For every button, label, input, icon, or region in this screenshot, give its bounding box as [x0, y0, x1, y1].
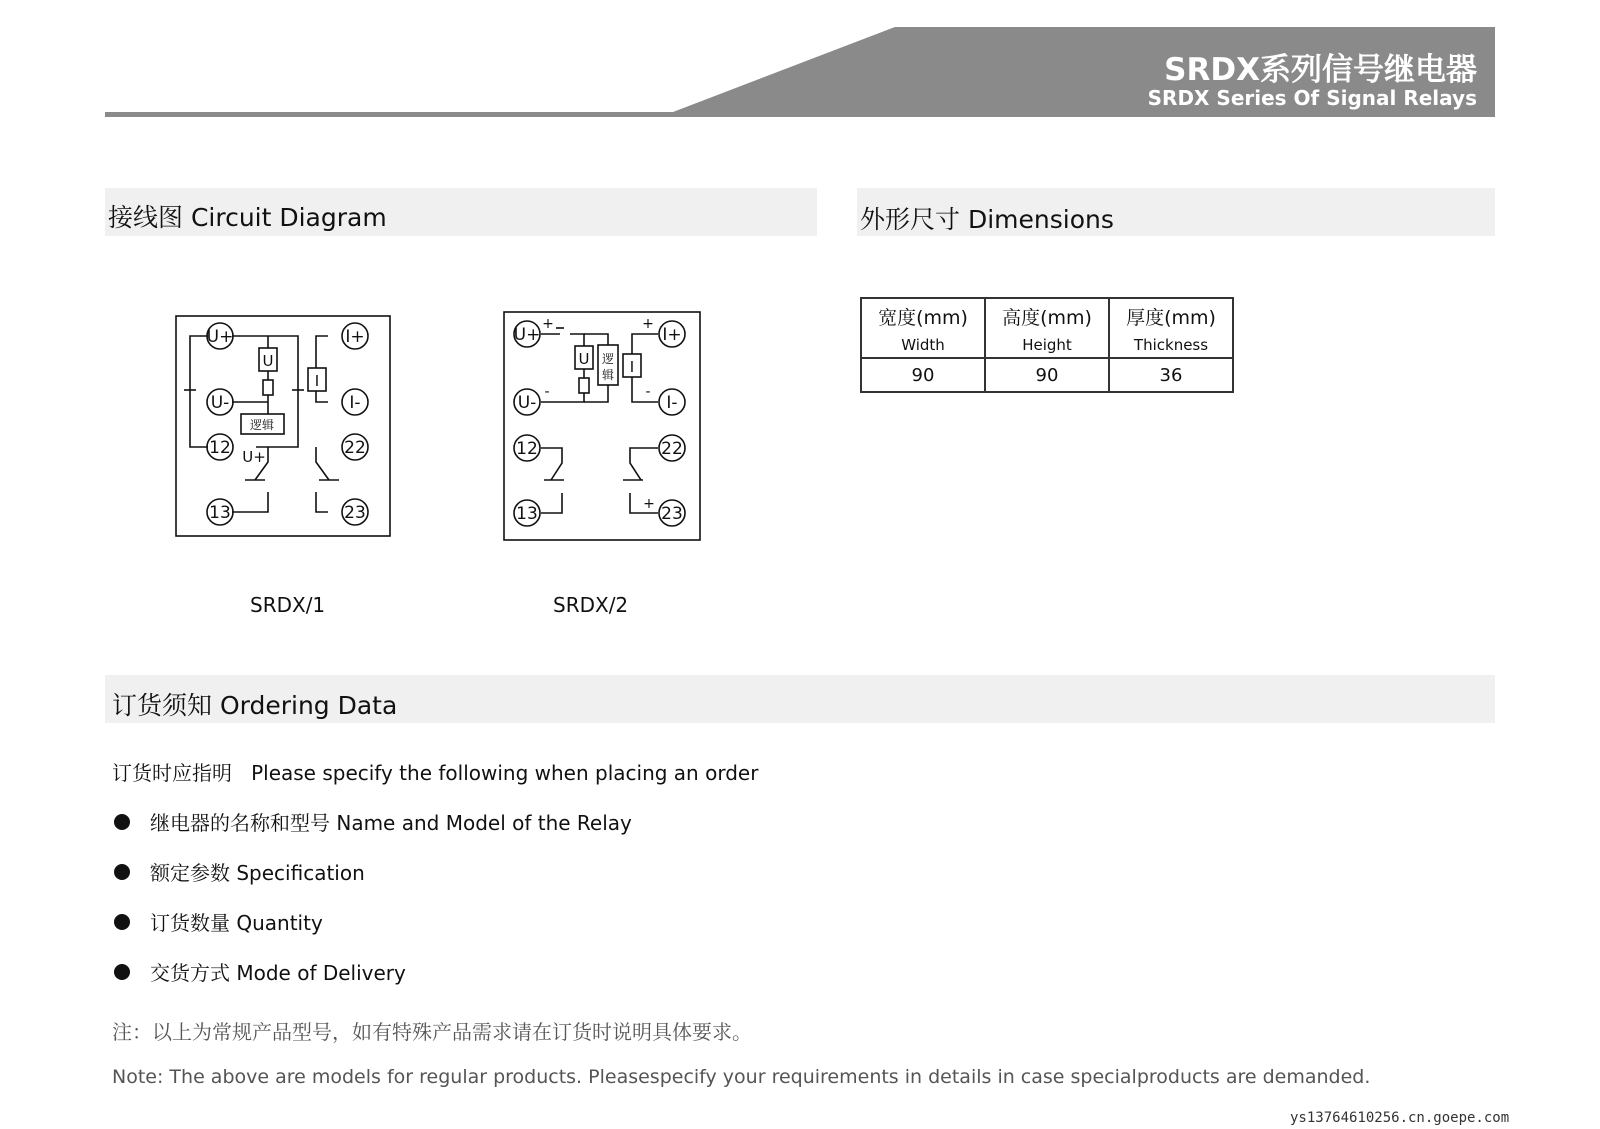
circuit-section-title: 接线图 Circuit Diagram — [108, 203, 387, 232]
srdx2-plus-23: + — [643, 496, 655, 512]
srdx1-coil-u: U — [262, 352, 274, 370]
srdx1-u-plus-small: U+ — [242, 448, 266, 466]
srdx1-terminal-i-minus: I- — [349, 393, 361, 413]
ordering-item-3 — [114, 907, 323, 936]
circuit-diagram-srdx2 — [498, 308, 728, 548]
srdx2-terminal-u-minus: U- — [517, 393, 537, 413]
bullet-icon — [114, 814, 130, 830]
dim-header-thickness: 厚度(mm) Thickness — [1109, 298, 1233, 358]
srdx2-terminal-u-plus: U+ — [513, 325, 541, 345]
srdx2-minus-u: - — [544, 384, 550, 400]
diagram1-caption: SRDX/1 — [250, 593, 326, 617]
srdx2-terminal-i-minus: I- — [666, 393, 678, 413]
note-en: Note: The above are models for regular products. Pleasespecify your requirements in details in case specialproducts are demanded. — [112, 1066, 1371, 1088]
srdx1-terminal-u-minus: U- — [210, 393, 230, 413]
srdx1-terminal-22: 22 — [344, 438, 366, 458]
dim-value-width: 90 — [861, 358, 985, 392]
dimensions-header-row — [861, 298, 1233, 358]
bullet-icon — [114, 864, 130, 880]
dimensions-value-row — [861, 358, 1233, 392]
ordering-item-text: 额定参数 Specification — [150, 861, 365, 885]
srdx1-terminal-23: 23 — [344, 503, 366, 523]
ordering-item-text: 订货数量 Quantity — [150, 911, 323, 935]
srdx2-coil-i: I — [629, 358, 635, 376]
dim-value-thickness: 36 — [1109, 358, 1233, 392]
srdx2-plus-u: + — [542, 316, 554, 332]
srdx2-minus-i: - — [645, 384, 651, 400]
srdx1-coil-i: I — [314, 372, 320, 390]
dim-header-width: 宽度(mm) Width — [861, 298, 985, 358]
srdx2-terminal-i-plus: I+ — [662, 325, 682, 345]
ordering-item-text: 交货方式 Mode of Delivery — [150, 961, 406, 985]
ordering-section-title: 订货须知 Ordering Data — [112, 691, 398, 720]
diagram2-caption: SRDX/2 — [553, 593, 629, 617]
circuit-diagram-srdx1 — [170, 312, 400, 542]
watermark: ys13764610256.cn.goepe.com — [1290, 1110, 1510, 1126]
header-title-en: SRDX Series Of Signal Relays — [1147, 86, 1477, 110]
header-title-zh: SRDX系列信号继电器 — [1164, 52, 1477, 88]
srdx1-terminal-12: 12 — [209, 438, 231, 458]
ordering-item-text: 继电器的名称和型号 Name and Model of the Relay — [150, 811, 632, 835]
srdx1-terminal-13: 13 — [209, 503, 231, 523]
srdx2-plus-i: + — [642, 316, 654, 332]
ordering-item-2 — [114, 857, 365, 886]
srdx1-logic-label: 逻辑 — [249, 418, 275, 432]
dimensions-table — [860, 297, 1234, 393]
srdx2-terminal-23: 23 — [661, 504, 683, 524]
srdx1-terminal-i-plus: I+ — [345, 327, 365, 347]
srdx2-terminal-22: 22 — [661, 439, 683, 459]
srdx2-logic-char2: 辑 — [601, 368, 615, 382]
bullet-icon — [114, 964, 130, 980]
ordering-item-1 — [114, 807, 632, 836]
srdx2-terminal-12: 12 — [516, 439, 538, 459]
note-zh: 注：以上为常规产品型号，如有特殊产品需求请在订货时说明具体要求。 — [112, 1020, 752, 1044]
ordering-intro: 订货时应指明 Please specify the following when placing an order — [112, 761, 759, 785]
dim-value-height: 90 — [985, 358, 1109, 392]
dimensions-section-title: 外形尺寸 Dimensions — [860, 205, 1114, 234]
srdx1-terminal-u-plus: U+ — [206, 327, 234, 347]
dim-header-height: 高度(mm) Height — [985, 298, 1109, 358]
srdx2-coil-u: U — [578, 350, 590, 368]
ordering-item-4 — [114, 957, 406, 986]
srdx2-logic-char1: 逻 — [601, 352, 615, 366]
bullet-icon — [114, 914, 130, 930]
srdx2-terminal-13: 13 — [516, 504, 538, 524]
